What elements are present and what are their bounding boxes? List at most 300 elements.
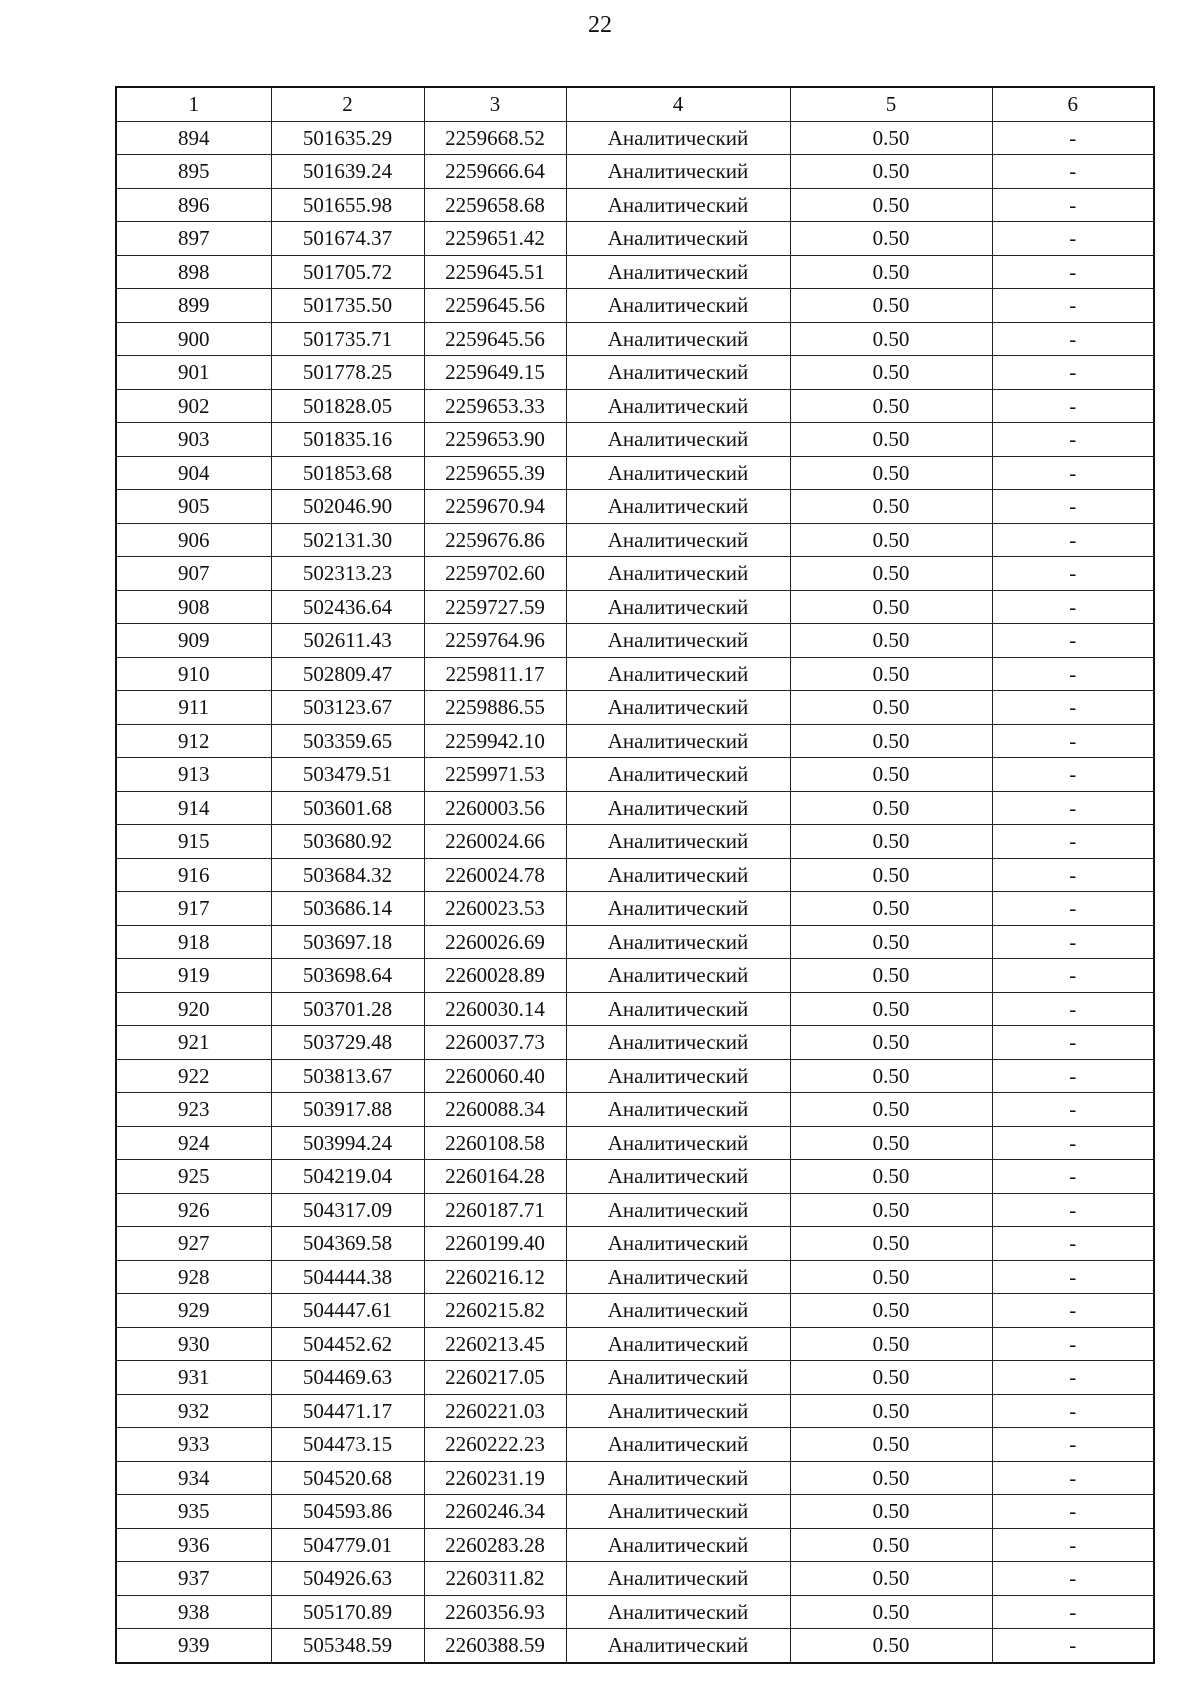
table-row bbox=[116, 322, 1154, 356]
note-cell: - bbox=[992, 1126, 1154, 1160]
y-coordinate-cell: 2260023.53 bbox=[424, 892, 566, 926]
table-row bbox=[116, 1026, 1154, 1060]
accuracy-cell: 0.50 bbox=[790, 724, 992, 758]
x-coordinate-cell: 503680.92 bbox=[271, 825, 424, 859]
table-row bbox=[116, 724, 1154, 758]
point-number-cell: 920 bbox=[116, 992, 271, 1026]
method-cell: Аналитический bbox=[566, 590, 790, 624]
point-number-cell: 926 bbox=[116, 1193, 271, 1227]
method-cell: Аналитический bbox=[566, 1562, 790, 1596]
method-cell: Аналитический bbox=[566, 1126, 790, 1160]
note-cell: - bbox=[992, 992, 1154, 1026]
point-number-cell: 899 bbox=[116, 289, 271, 323]
x-coordinate-cell: 501635.29 bbox=[271, 121, 424, 155]
point-number-cell: 919 bbox=[116, 959, 271, 993]
point-number-cell: 924 bbox=[116, 1126, 271, 1160]
point-number-cell: 902 bbox=[116, 389, 271, 423]
note-cell: - bbox=[992, 590, 1154, 624]
table-row bbox=[116, 1428, 1154, 1462]
x-coordinate-cell: 504520.68 bbox=[271, 1461, 424, 1495]
y-coordinate-cell: 2260088.34 bbox=[424, 1093, 566, 1127]
x-coordinate-cell: 501735.50 bbox=[271, 289, 424, 323]
table-header bbox=[116, 87, 1154, 121]
method-cell: Аналитический bbox=[566, 423, 790, 457]
method-cell: Аналитический bbox=[566, 1093, 790, 1127]
note-cell: - bbox=[992, 1160, 1154, 1194]
point-number-cell: 913 bbox=[116, 758, 271, 792]
y-coordinate-cell: 2259942.10 bbox=[424, 724, 566, 758]
method-cell: Аналитический bbox=[566, 1294, 790, 1328]
y-coordinate-cell: 2260060.40 bbox=[424, 1059, 566, 1093]
accuracy-cell: 0.50 bbox=[790, 255, 992, 289]
accuracy-cell: 0.50 bbox=[790, 188, 992, 222]
table-row bbox=[116, 1394, 1154, 1428]
method-cell: Аналитический bbox=[566, 1193, 790, 1227]
table-row bbox=[116, 691, 1154, 725]
column-header: 6 bbox=[992, 87, 1154, 121]
table-row bbox=[116, 892, 1154, 926]
note-cell: - bbox=[992, 1629, 1154, 1663]
table-row bbox=[116, 222, 1154, 256]
method-cell: Аналитический bbox=[566, 825, 790, 859]
y-coordinate-cell: 2259811.17 bbox=[424, 657, 566, 691]
accuracy-cell: 0.50 bbox=[790, 1629, 992, 1663]
accuracy-cell: 0.50 bbox=[790, 1227, 992, 1261]
table-row bbox=[116, 1093, 1154, 1127]
note-cell: - bbox=[992, 222, 1154, 256]
header-row bbox=[116, 87, 1154, 121]
method-cell: Аналитический bbox=[566, 691, 790, 725]
method-cell: Аналитический bbox=[566, 959, 790, 993]
accuracy-cell: 0.50 bbox=[790, 557, 992, 591]
table-row bbox=[116, 389, 1154, 423]
method-cell: Аналитический bbox=[566, 1461, 790, 1495]
column-header: 2 bbox=[271, 87, 424, 121]
y-coordinate-cell: 2260108.58 bbox=[424, 1126, 566, 1160]
point-number-cell: 937 bbox=[116, 1562, 271, 1596]
method-cell: Аналитический bbox=[566, 1160, 790, 1194]
method-cell: Аналитический bbox=[566, 289, 790, 323]
accuracy-cell: 0.50 bbox=[790, 657, 992, 691]
method-cell: Аналитический bbox=[566, 1327, 790, 1361]
y-coordinate-cell: 2260216.12 bbox=[424, 1260, 566, 1294]
note-cell: - bbox=[992, 791, 1154, 825]
x-coordinate-cell: 501705.72 bbox=[271, 255, 424, 289]
x-coordinate-cell: 501828.05 bbox=[271, 389, 424, 423]
method-cell: Аналитический bbox=[566, 255, 790, 289]
method-cell: Аналитический bbox=[566, 121, 790, 155]
y-coordinate-cell: 2260246.34 bbox=[424, 1495, 566, 1529]
x-coordinate-cell: 502436.64 bbox=[271, 590, 424, 624]
page-number: 22 bbox=[588, 12, 612, 38]
method-cell: Аналитический bbox=[566, 1394, 790, 1428]
y-coordinate-cell: 2259645.56 bbox=[424, 322, 566, 356]
accuracy-cell: 0.50 bbox=[790, 1327, 992, 1361]
accuracy-cell: 0.50 bbox=[790, 356, 992, 390]
method-cell: Аналитический bbox=[566, 1428, 790, 1462]
note-cell: - bbox=[992, 188, 1154, 222]
accuracy-cell: 0.50 bbox=[790, 925, 992, 959]
table-row bbox=[116, 858, 1154, 892]
y-coordinate-cell: 2260024.66 bbox=[424, 825, 566, 859]
method-cell: Аналитический bbox=[566, 992, 790, 1026]
accuracy-cell: 0.50 bbox=[790, 1193, 992, 1227]
accuracy-cell: 0.50 bbox=[790, 1495, 992, 1529]
y-coordinate-cell: 2259727.59 bbox=[424, 590, 566, 624]
y-coordinate-cell: 2259645.51 bbox=[424, 255, 566, 289]
point-number-cell: 903 bbox=[116, 423, 271, 457]
note-cell: - bbox=[992, 1059, 1154, 1093]
table-row bbox=[116, 289, 1154, 323]
x-coordinate-cell: 503698.64 bbox=[271, 959, 424, 993]
method-cell: Аналитический bbox=[566, 758, 790, 792]
method-cell: Аналитический bbox=[566, 624, 790, 658]
method-cell: Аналитический bbox=[566, 389, 790, 423]
note-cell: - bbox=[992, 1294, 1154, 1328]
x-coordinate-cell: 503729.48 bbox=[271, 1026, 424, 1060]
note-cell: - bbox=[992, 959, 1154, 993]
y-coordinate-cell: 2260164.28 bbox=[424, 1160, 566, 1194]
y-coordinate-cell: 2260231.19 bbox=[424, 1461, 566, 1495]
y-coordinate-cell: 2260217.05 bbox=[424, 1361, 566, 1395]
accuracy-cell: 0.50 bbox=[790, 1160, 992, 1194]
x-coordinate-cell: 504452.62 bbox=[271, 1327, 424, 1361]
y-coordinate-cell: 2260037.73 bbox=[424, 1026, 566, 1060]
point-number-cell: 933 bbox=[116, 1428, 271, 1462]
y-coordinate-cell: 2259651.42 bbox=[424, 222, 566, 256]
y-coordinate-cell: 2260028.89 bbox=[424, 959, 566, 993]
method-cell: Аналитический bbox=[566, 322, 790, 356]
y-coordinate-cell: 2259653.33 bbox=[424, 389, 566, 423]
x-coordinate-cell: 502046.90 bbox=[271, 490, 424, 524]
y-coordinate-cell: 2260311.82 bbox=[424, 1562, 566, 1596]
method-cell: Аналитический bbox=[566, 724, 790, 758]
point-number-cell: 936 bbox=[116, 1528, 271, 1562]
method-cell: Аналитический bbox=[566, 1227, 790, 1261]
table-row bbox=[116, 1361, 1154, 1395]
x-coordinate-cell: 501778.25 bbox=[271, 356, 424, 390]
note-cell: - bbox=[992, 557, 1154, 591]
note-cell: - bbox=[992, 1495, 1154, 1529]
table-row bbox=[116, 624, 1154, 658]
y-coordinate-cell: 2260187.71 bbox=[424, 1193, 566, 1227]
method-cell: Аналитический bbox=[566, 925, 790, 959]
point-number-cell: 917 bbox=[116, 892, 271, 926]
accuracy-cell: 0.50 bbox=[790, 423, 992, 457]
note-cell: - bbox=[992, 1260, 1154, 1294]
accuracy-cell: 0.50 bbox=[790, 892, 992, 926]
method-cell: Аналитический bbox=[566, 1528, 790, 1562]
note-cell: - bbox=[992, 155, 1154, 189]
table-row bbox=[116, 925, 1154, 959]
accuracy-cell: 0.50 bbox=[790, 959, 992, 993]
point-number-cell: 895 bbox=[116, 155, 271, 189]
table-row bbox=[116, 657, 1154, 691]
table-row bbox=[116, 523, 1154, 557]
accuracy-cell: 0.50 bbox=[790, 1260, 992, 1294]
accuracy-cell: 0.50 bbox=[790, 825, 992, 859]
note-cell: - bbox=[992, 121, 1154, 155]
accuracy-cell: 0.50 bbox=[790, 1093, 992, 1127]
y-coordinate-cell: 2260222.23 bbox=[424, 1428, 566, 1462]
y-coordinate-cell: 2260388.59 bbox=[424, 1629, 566, 1663]
point-number-cell: 907 bbox=[116, 557, 271, 591]
point-number-cell: 939 bbox=[116, 1629, 271, 1663]
note-cell: - bbox=[992, 825, 1154, 859]
column-header: 5 bbox=[790, 87, 992, 121]
y-coordinate-cell: 2260221.03 bbox=[424, 1394, 566, 1428]
point-number-cell: 922 bbox=[116, 1059, 271, 1093]
x-coordinate-cell: 504779.01 bbox=[271, 1528, 424, 1562]
method-cell: Аналитический bbox=[566, 791, 790, 825]
accuracy-cell: 0.50 bbox=[790, 523, 992, 557]
table-row bbox=[116, 791, 1154, 825]
method-cell: Аналитический bbox=[566, 1361, 790, 1395]
x-coordinate-cell: 504593.86 bbox=[271, 1495, 424, 1529]
x-coordinate-cell: 502809.47 bbox=[271, 657, 424, 691]
method-cell: Аналитический bbox=[566, 456, 790, 490]
method-cell: Аналитический bbox=[566, 657, 790, 691]
x-coordinate-cell: 504444.38 bbox=[271, 1260, 424, 1294]
note-cell: - bbox=[992, 1528, 1154, 1562]
accuracy-cell: 0.50 bbox=[790, 490, 992, 524]
accuracy-cell: 0.50 bbox=[790, 1394, 992, 1428]
x-coordinate-cell: 503813.67 bbox=[271, 1059, 424, 1093]
x-coordinate-cell: 501835.16 bbox=[271, 423, 424, 457]
point-number-cell: 898 bbox=[116, 255, 271, 289]
accuracy-cell: 0.50 bbox=[790, 1562, 992, 1596]
point-number-cell: 925 bbox=[116, 1160, 271, 1194]
method-cell: Аналитический bbox=[566, 858, 790, 892]
point-number-cell: 923 bbox=[116, 1093, 271, 1127]
column-header: 3 bbox=[424, 87, 566, 121]
x-coordinate-cell: 501735.71 bbox=[271, 322, 424, 356]
x-coordinate-cell: 503359.65 bbox=[271, 724, 424, 758]
table-row bbox=[116, 1193, 1154, 1227]
method-cell: Аналитический bbox=[566, 1495, 790, 1529]
x-coordinate-cell: 505348.59 bbox=[271, 1629, 424, 1663]
table-row bbox=[116, 490, 1154, 524]
table-row bbox=[116, 121, 1154, 155]
y-coordinate-cell: 2260030.14 bbox=[424, 992, 566, 1026]
point-number-cell: 932 bbox=[116, 1394, 271, 1428]
note-cell: - bbox=[992, 1093, 1154, 1127]
point-number-cell: 906 bbox=[116, 523, 271, 557]
point-number-cell: 911 bbox=[116, 691, 271, 725]
y-coordinate-cell: 2259670.94 bbox=[424, 490, 566, 524]
table-row bbox=[116, 423, 1154, 457]
method-cell: Аналитический bbox=[566, 490, 790, 524]
table-row bbox=[116, 1227, 1154, 1261]
accuracy-cell: 0.50 bbox=[790, 1528, 992, 1562]
column-header: 1 bbox=[116, 87, 271, 121]
note-cell: - bbox=[992, 657, 1154, 691]
accuracy-cell: 0.50 bbox=[790, 1361, 992, 1395]
y-coordinate-cell: 2259668.52 bbox=[424, 121, 566, 155]
method-cell: Аналитический bbox=[566, 1059, 790, 1093]
point-number-cell: 930 bbox=[116, 1327, 271, 1361]
accuracy-cell: 0.50 bbox=[790, 289, 992, 323]
accuracy-cell: 0.50 bbox=[790, 1026, 992, 1060]
point-number-cell: 918 bbox=[116, 925, 271, 959]
x-coordinate-cell: 503701.28 bbox=[271, 992, 424, 1026]
note-cell: - bbox=[992, 758, 1154, 792]
point-number-cell: 929 bbox=[116, 1294, 271, 1328]
x-coordinate-cell: 502313.23 bbox=[271, 557, 424, 591]
note-cell: - bbox=[992, 289, 1154, 323]
accuracy-cell: 0.50 bbox=[790, 155, 992, 189]
accuracy-cell: 0.50 bbox=[790, 624, 992, 658]
point-number-cell: 931 bbox=[116, 1361, 271, 1395]
accuracy-cell: 0.50 bbox=[790, 791, 992, 825]
point-number-cell: 914 bbox=[116, 791, 271, 825]
table-row bbox=[116, 456, 1154, 490]
y-coordinate-cell: 2260199.40 bbox=[424, 1227, 566, 1261]
table-row bbox=[116, 1629, 1154, 1663]
note-cell: - bbox=[992, 1361, 1154, 1395]
note-cell: - bbox=[992, 1428, 1154, 1462]
method-cell: Аналитический bbox=[566, 1595, 790, 1629]
method-cell: Аналитический bbox=[566, 1026, 790, 1060]
note-cell: - bbox=[992, 892, 1154, 926]
table-row bbox=[116, 155, 1154, 189]
accuracy-cell: 0.50 bbox=[790, 389, 992, 423]
table-row bbox=[116, 590, 1154, 624]
point-number-cell: 901 bbox=[116, 356, 271, 390]
x-coordinate-cell: 501674.37 bbox=[271, 222, 424, 256]
x-coordinate-cell: 501639.24 bbox=[271, 155, 424, 189]
note-cell: - bbox=[992, 1026, 1154, 1060]
table-row bbox=[116, 188, 1154, 222]
table-row bbox=[116, 1595, 1154, 1629]
accuracy-cell: 0.50 bbox=[790, 1294, 992, 1328]
y-coordinate-cell: 2259702.60 bbox=[424, 557, 566, 591]
y-coordinate-cell: 2259764.96 bbox=[424, 624, 566, 658]
accuracy-cell: 0.50 bbox=[790, 1461, 992, 1495]
table-row bbox=[116, 1461, 1154, 1495]
note-cell: - bbox=[992, 724, 1154, 758]
table-row bbox=[116, 356, 1154, 390]
method-cell: Аналитический bbox=[566, 188, 790, 222]
y-coordinate-cell: 2259886.55 bbox=[424, 691, 566, 725]
y-coordinate-cell: 2259658.68 bbox=[424, 188, 566, 222]
point-number-cell: 934 bbox=[116, 1461, 271, 1495]
accuracy-cell: 0.50 bbox=[790, 322, 992, 356]
note-cell: - bbox=[992, 389, 1154, 423]
y-coordinate-cell: 2259653.90 bbox=[424, 423, 566, 457]
accuracy-cell: 0.50 bbox=[790, 858, 992, 892]
y-coordinate-cell: 2259666.64 bbox=[424, 155, 566, 189]
note-cell: - bbox=[992, 1193, 1154, 1227]
x-coordinate-cell: 503601.68 bbox=[271, 791, 424, 825]
y-coordinate-cell: 2260356.93 bbox=[424, 1595, 566, 1629]
point-number-cell: 916 bbox=[116, 858, 271, 892]
table-row bbox=[116, 1562, 1154, 1596]
accuracy-cell: 0.50 bbox=[790, 758, 992, 792]
y-coordinate-cell: 2260215.82 bbox=[424, 1294, 566, 1328]
note-cell: - bbox=[992, 858, 1154, 892]
note-cell: - bbox=[992, 1394, 1154, 1428]
x-coordinate-cell: 504317.09 bbox=[271, 1193, 424, 1227]
x-coordinate-cell: 503479.51 bbox=[271, 758, 424, 792]
note-cell: - bbox=[992, 322, 1154, 356]
y-coordinate-cell: 2260024.78 bbox=[424, 858, 566, 892]
method-cell: Аналитический bbox=[566, 892, 790, 926]
x-coordinate-cell: 504926.63 bbox=[271, 1562, 424, 1596]
point-number-cell: 915 bbox=[116, 825, 271, 859]
coordinates-table bbox=[115, 86, 1155, 1664]
point-number-cell: 897 bbox=[116, 222, 271, 256]
accuracy-cell: 0.50 bbox=[790, 222, 992, 256]
note-cell: - bbox=[992, 523, 1154, 557]
accuracy-cell: 0.50 bbox=[790, 691, 992, 725]
column-header: 4 bbox=[566, 87, 790, 121]
note-cell: - bbox=[992, 691, 1154, 725]
note-cell: - bbox=[992, 1327, 1154, 1361]
method-cell: Аналитический bbox=[566, 557, 790, 591]
note-cell: - bbox=[992, 423, 1154, 457]
table-row bbox=[116, 255, 1154, 289]
x-coordinate-cell: 503994.24 bbox=[271, 1126, 424, 1160]
note-cell: - bbox=[992, 255, 1154, 289]
point-number-cell: 894 bbox=[116, 121, 271, 155]
point-number-cell: 928 bbox=[116, 1260, 271, 1294]
point-number-cell: 910 bbox=[116, 657, 271, 691]
accuracy-cell: 0.50 bbox=[790, 1059, 992, 1093]
y-coordinate-cell: 2259676.86 bbox=[424, 523, 566, 557]
y-coordinate-cell: 2260003.56 bbox=[424, 791, 566, 825]
point-number-cell: 905 bbox=[116, 490, 271, 524]
x-coordinate-cell: 503917.88 bbox=[271, 1093, 424, 1127]
table-row bbox=[116, 825, 1154, 859]
y-coordinate-cell: 2260213.45 bbox=[424, 1327, 566, 1361]
note-cell: - bbox=[992, 925, 1154, 959]
note-cell: - bbox=[992, 1461, 1154, 1495]
table-row bbox=[116, 992, 1154, 1026]
point-number-cell: 927 bbox=[116, 1227, 271, 1261]
point-number-cell: 900 bbox=[116, 322, 271, 356]
note-cell: - bbox=[992, 490, 1154, 524]
table-row bbox=[116, 1495, 1154, 1529]
method-cell: Аналитический bbox=[566, 1629, 790, 1663]
accuracy-cell: 0.50 bbox=[790, 1126, 992, 1160]
x-coordinate-cell: 503697.18 bbox=[271, 925, 424, 959]
table-row bbox=[116, 557, 1154, 591]
accuracy-cell: 0.50 bbox=[790, 590, 992, 624]
accuracy-cell: 0.50 bbox=[790, 1595, 992, 1629]
x-coordinate-cell: 503684.32 bbox=[271, 858, 424, 892]
x-coordinate-cell: 503686.14 bbox=[271, 892, 424, 926]
method-cell: Аналитический bbox=[566, 222, 790, 256]
x-coordinate-cell: 501655.98 bbox=[271, 188, 424, 222]
x-coordinate-cell: 504473.15 bbox=[271, 1428, 424, 1462]
table-row bbox=[116, 1160, 1154, 1194]
x-coordinate-cell: 504369.58 bbox=[271, 1227, 424, 1261]
point-number-cell: 921 bbox=[116, 1026, 271, 1060]
x-coordinate-cell: 501853.68 bbox=[271, 456, 424, 490]
x-coordinate-cell: 504447.61 bbox=[271, 1294, 424, 1328]
note-cell: - bbox=[992, 356, 1154, 390]
table-row bbox=[116, 758, 1154, 792]
y-coordinate-cell: 2259971.53 bbox=[424, 758, 566, 792]
method-cell: Аналитический bbox=[566, 356, 790, 390]
table-row bbox=[116, 1059, 1154, 1093]
x-coordinate-cell: 505170.89 bbox=[271, 1595, 424, 1629]
x-coordinate-cell: 502611.43 bbox=[271, 624, 424, 658]
note-cell: - bbox=[992, 456, 1154, 490]
table-row bbox=[116, 1126, 1154, 1160]
accuracy-cell: 0.50 bbox=[790, 992, 992, 1026]
